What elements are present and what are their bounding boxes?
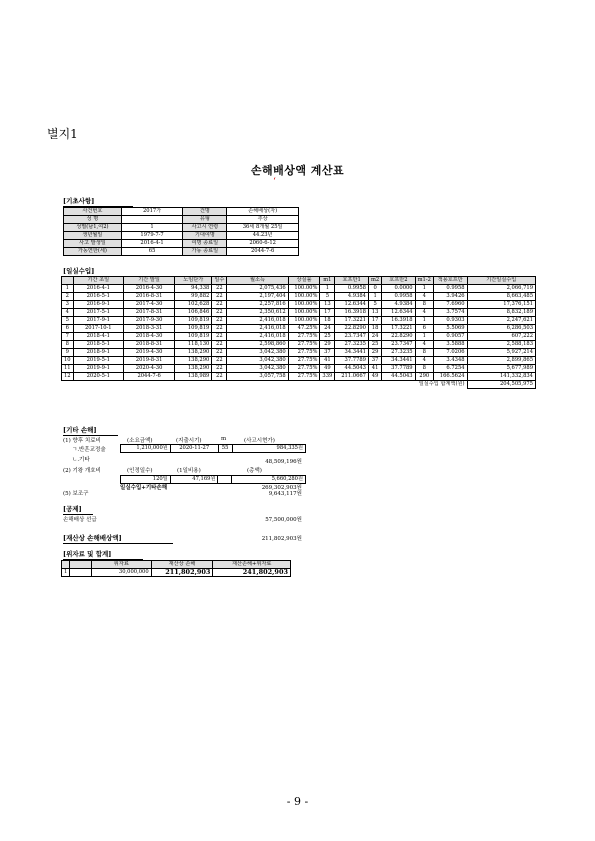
table-cell: 2018-9-1: [73, 349, 123, 357]
table-cell: 36세 8개월 25일: [227, 224, 299, 232]
table-row: [62, 317, 536, 325]
table-cell: 3: [62, 301, 74, 309]
table-cell: 4: [62, 309, 74, 317]
table-cell: 2017-5-1: [73, 309, 123, 317]
table-cell: 유형: [183, 216, 227, 224]
table-cell: 2018-3-31: [123, 325, 174, 333]
table-cell: 2017가: [121, 208, 183, 216]
table-cell: 41: [320, 357, 335, 365]
table-cell: 22: [212, 349, 227, 357]
col-cost-label: (소요금액): [127, 438, 153, 444]
table-cell: 27.75%: [288, 341, 320, 349]
table-cell: 7.0206: [433, 349, 467, 357]
table-cell: 2,588,183: [467, 341, 535, 349]
table-cell: 13: [320, 301, 335, 309]
table-cell: 37: [368, 357, 381, 365]
table-cell: 0.0000: [382, 285, 415, 293]
table-cell: 0.9958: [335, 285, 369, 293]
table-cell: 8: [62, 341, 74, 349]
table-cell: 44.5043: [335, 365, 369, 373]
table-cell: 2,075,436: [227, 285, 288, 293]
table-cell: 17: [320, 309, 335, 317]
table-cell: 22: [212, 301, 227, 309]
table-cell: 7: [62, 333, 74, 341]
subtotal-value: 269,302,903원: [261, 485, 302, 491]
table-cell: 2044-7-6: [123, 373, 174, 381]
lost-income-table: [61, 276, 536, 389]
property-damage-label: [재산상 손해배상액]: [63, 533, 173, 544]
table-cell: 2016-8-31: [123, 293, 174, 301]
table-cell: 18: [368, 325, 381, 333]
table-cell: 1: [415, 317, 433, 325]
table-cell: 11: [62, 365, 74, 373]
table-cell: 재산상 손해: [151, 561, 213, 569]
table-cell: 22: [212, 341, 227, 349]
table-header-cell: m2: [368, 277, 381, 285]
table-cell: 건명: [183, 208, 227, 216]
table-row: [64, 216, 299, 224]
table-cell: 22: [212, 309, 227, 317]
table-header-cell: [62, 277, 74, 285]
red-tick-mark: ‘: [273, 177, 276, 187]
table-cell: 8,663,485: [467, 293, 535, 301]
table-cell: 241,802,903: [213, 569, 291, 577]
table-cell: 3.5888: [433, 341, 467, 349]
table-cell: 22: [212, 365, 227, 373]
table-cell: 손해배상(자): [227, 208, 299, 216]
table-cell: 22: [212, 325, 227, 333]
attachment-label: 별지1: [47, 127, 78, 141]
table-cell: 1: [62, 285, 74, 293]
income-total-label: 일실수입 합계액(원): [418, 381, 465, 388]
col-daily-label: (1일비용): [177, 468, 201, 474]
table-cell: 8: [415, 301, 433, 309]
table-cell: 16.3918: [382, 317, 415, 325]
table-cell: [218, 476, 232, 484]
table-cell: 100.00%: [288, 301, 320, 309]
table-cell: 109,819: [175, 325, 212, 333]
table-cell: 17: [368, 317, 381, 325]
table-cell: 41: [368, 365, 381, 373]
other-label: ㄴ.기타: [72, 457, 90, 463]
table-cell: 8,832,189: [467, 309, 535, 317]
table-cell: 0: [368, 285, 381, 293]
table-header-cell: 노임단가: [175, 277, 212, 285]
section-basic-title: [기초사항]: [63, 196, 133, 207]
table-cell: 8: [415, 349, 433, 357]
table-cell: 0.9057: [433, 333, 467, 341]
table-header-cell: 기간 초일: [73, 277, 123, 285]
table-cell: 2017-9-1: [73, 317, 123, 325]
table-row: [121, 445, 306, 453]
table-header-cell: 일수: [212, 277, 227, 285]
table-cell: 2018-4-1: [73, 333, 123, 341]
table-total-row: [62, 381, 536, 389]
table-cell: 106,846: [175, 309, 212, 317]
table-header-row: [62, 277, 536, 285]
col-total-label: (총액): [247, 468, 262, 474]
table-cell: 2020-11-27: [170, 445, 218, 453]
table-cell: 1: [368, 293, 381, 301]
table-cell: 0.9303: [433, 317, 467, 325]
table-cell: 49: [320, 365, 335, 373]
table-cell: 138,290: [175, 365, 212, 373]
table-cell: 49: [368, 373, 381, 381]
table-cell: 138,989: [175, 373, 212, 381]
table-cell: 2018-5-1: [73, 341, 123, 349]
table-cell: 109,819: [175, 317, 212, 325]
table-cell: 1: [415, 285, 433, 293]
table-cell: 47,169원: [170, 476, 218, 484]
table-cell: 25: [368, 341, 381, 349]
table-cell: 27.75%: [288, 333, 320, 341]
table-cell: 3,057,758: [227, 373, 288, 381]
table-cell: 2018-8-31: [123, 341, 174, 349]
table-cell: 2060-6-12: [227, 240, 299, 248]
table-cell: 22: [212, 333, 227, 341]
table-cell: 34.3441: [335, 349, 369, 357]
table-cell: 성 명: [64, 216, 122, 224]
table-cell: 2016-4-30: [123, 285, 174, 293]
table-cell: 2,066,719: [467, 285, 535, 293]
table-cell: 10: [62, 357, 74, 365]
table-cell: 17.3221: [335, 317, 369, 325]
future-treatment-label: (1) 향후 치료비: [63, 438, 101, 444]
table-cell: 12: [62, 373, 74, 381]
table-cell: 가동 종료일: [183, 248, 227, 256]
table-cell: 100.00%: [288, 285, 320, 293]
table-cell: 24: [368, 333, 381, 341]
table-cell: 16.3918: [335, 309, 369, 317]
table-cell: 94,338: [175, 285, 212, 293]
col-present-value-label: (사고시현가): [244, 438, 275, 444]
table-header-cell: 호프만2: [382, 277, 415, 285]
table-header-cell: 상실률: [288, 277, 320, 285]
table-cell: 27.3235: [335, 341, 369, 349]
table-cell: 0.9958: [433, 285, 467, 293]
table-cell: 6,286,503: [467, 325, 535, 333]
table-cell: 607,222: [467, 333, 535, 341]
table-cell: 2020-5-1: [73, 373, 123, 381]
aids-value: 9,643,117원: [268, 491, 302, 497]
table-cell: 120일: [121, 476, 171, 484]
table-cell: 13: [368, 309, 381, 317]
table-cell: 65: [121, 248, 183, 256]
table-header-cell: m1: [320, 277, 335, 285]
section-income-title: [일실수입]: [63, 266, 123, 277]
table-cell: 2,350,612: [227, 309, 288, 317]
table-row: [64, 240, 299, 248]
table-cell: 34.3441: [382, 357, 415, 365]
table-cell: 2017-9-30: [123, 317, 174, 325]
table-cell: 여명 종료일: [183, 240, 227, 248]
table-cell: 6: [62, 325, 74, 333]
table-cell: 22: [212, 293, 227, 301]
table-cell: 100.00%: [288, 309, 320, 317]
table-cell: 18: [320, 317, 335, 325]
table-cell: 27.75%: [288, 365, 320, 373]
income-total-value: 204,505,975: [467, 381, 535, 389]
table-cell: 3,042,380: [227, 349, 288, 357]
table-cell: 30,000,000: [92, 569, 152, 577]
table-cell: 7.6960: [433, 301, 467, 309]
table-cell: 4: [415, 293, 433, 301]
table-cell: 27.3235: [382, 349, 415, 357]
table-cell: 29: [320, 341, 335, 349]
table-cell: 가동연한(세): [64, 248, 122, 256]
table-cell: 5: [368, 301, 381, 309]
table-cell: 102,628: [175, 301, 212, 309]
table-cell: 0.9958: [382, 293, 415, 301]
table-cell: 339: [320, 373, 335, 381]
table-cell: 3.4348: [433, 357, 467, 365]
table-cell: 2,416,018: [227, 325, 288, 333]
table-cell: 4.9384: [335, 293, 369, 301]
table-cell: 2018-4-30: [123, 333, 174, 341]
subtotal-label: 일실수입+기타손해: [120, 485, 168, 491]
col-days-label: (인정일수): [127, 468, 153, 474]
page-title: 손해배상액 계산표: [250, 164, 345, 177]
table-cell: 추상: [227, 216, 299, 224]
table-cell: 5,677,989: [467, 365, 535, 373]
table-cell: 2019-8-31: [123, 357, 174, 365]
table-cell: 1,210,000원: [121, 445, 171, 453]
section-final-title: [위자료 및 합계]: [63, 549, 143, 560]
table-cell: [70, 561, 92, 569]
col-timing-label: (지출시기): [176, 438, 202, 444]
table-cell: 5,660,280원: [232, 476, 306, 484]
table-cell: 2,247,621: [467, 317, 535, 325]
table-cell: 생년월일: [64, 232, 122, 240]
table-cell: 2017-4-30: [123, 301, 174, 309]
table-cell: 사건번호: [64, 208, 122, 216]
table-cell: 2017-10-1: [73, 325, 123, 333]
col-m-label: m: [221, 436, 227, 442]
table-row: [64, 208, 299, 216]
table-cell: 1: [320, 285, 335, 293]
table-row: [64, 232, 299, 240]
table-row: [62, 325, 536, 333]
table-cell: 1: [415, 333, 433, 341]
table-cell: 12.6344: [382, 309, 415, 317]
table-cell: 3.7574: [433, 309, 467, 317]
table-cell: 24: [320, 325, 335, 333]
table-cell: 5: [62, 317, 74, 325]
table-header-cell: 호프만1: [335, 277, 369, 285]
page-number: - 9 -: [286, 795, 309, 808]
table-row: [62, 301, 536, 309]
table-cell: 2,197,404: [227, 293, 288, 301]
table-cell: 25: [320, 333, 335, 341]
table-cell: 211,802,903: [151, 569, 213, 577]
treatment-sum-value: 48,509,196원: [265, 459, 302, 465]
table-cell: 5: [320, 293, 335, 301]
table-cell: 2016-5-1: [73, 293, 123, 301]
table-cell: 6.7254: [433, 365, 467, 373]
table-cell: 2017-8-31: [123, 309, 174, 317]
advance-payment-value: 57,500,000원: [265, 517, 302, 523]
table-cell: 2019-4-30: [123, 349, 174, 357]
table-cell: 109,819: [175, 333, 212, 341]
table-cell: 2,257,816: [227, 301, 288, 309]
table-cell: 17.3221: [382, 325, 415, 333]
table-cell: 2,899,865: [467, 357, 535, 365]
table-cell: 47.25%: [288, 325, 320, 333]
table-cell: 141,332,834: [467, 373, 535, 381]
table-cell: 27.75%: [288, 357, 320, 365]
basic-info-table: [63, 207, 299, 256]
table-cell: 4.9384: [382, 301, 415, 309]
table-cell: 2,598,860: [227, 341, 288, 349]
table-cell: 290: [415, 373, 433, 381]
table-cell: 위자료: [92, 561, 152, 569]
table-row: [62, 293, 536, 301]
scar-surgery-label: ㄱ.반흔교정술: [72, 447, 106, 453]
table-cell: 3,042,380: [227, 365, 288, 373]
table-row: [62, 285, 536, 293]
table-cell: 166.5624: [433, 373, 467, 381]
table-row: [62, 365, 536, 373]
table-cell: 4: [415, 341, 433, 349]
table-cell: 1: [121, 224, 183, 232]
table-cell: 100.00%: [288, 317, 320, 325]
table-cell: 2016-4-1: [121, 240, 183, 248]
table-cell: 8: [415, 365, 433, 373]
table-cell: 5.5069: [433, 325, 467, 333]
table-cell: 2019-5-1: [73, 357, 123, 365]
table-cell: 211.0667: [335, 373, 369, 381]
table-header-cell: 기간 말일: [123, 277, 174, 285]
table-cell: 사고시 연령: [183, 224, 227, 232]
table-row: [62, 309, 536, 317]
table-row: [62, 341, 536, 349]
table-cell: 6: [415, 325, 433, 333]
table-row: [62, 357, 536, 365]
table-header-cell: 월소득: [227, 277, 288, 285]
table-cell: 138,290: [175, 357, 212, 365]
treatment-table: [120, 444, 306, 453]
table-cell: 2019-9-1: [73, 365, 123, 373]
table-cell: 1: [62, 569, 70, 577]
table-cell: 3,042,380: [227, 357, 288, 365]
table-cell: 5,927,214: [467, 349, 535, 357]
table-cell: 사고 발생일: [64, 240, 122, 248]
table-cell: 44.23년: [227, 232, 299, 240]
table-cell: 2,416,018: [227, 333, 288, 341]
table-cell: 17,376,151: [467, 301, 535, 309]
table-row: [64, 224, 299, 232]
property-damage-value: 211,802,903원: [261, 536, 302, 542]
table-cell: 2020-4-30: [123, 365, 174, 373]
table-cell: 23.7347: [335, 333, 369, 341]
advance-payment-label: 손해배상 선급: [63, 517, 97, 523]
table-cell: 4: [415, 357, 433, 365]
table-cell: 12.6344: [335, 301, 369, 309]
table-cell: 22: [212, 317, 227, 325]
table-cell: 22: [212, 373, 227, 381]
table-cell: 27.75%: [288, 373, 320, 381]
table-header-cell: m1-2: [415, 277, 433, 285]
table-cell: [121, 216, 183, 224]
table-row: [62, 373, 536, 381]
table-header-cell: 적용호프만: [433, 277, 467, 285]
table-cell: 22: [212, 285, 227, 293]
table-row: [64, 248, 299, 256]
table-cell: [62, 561, 70, 569]
table-cell: 2044-7-6: [227, 248, 299, 256]
table-cell: 984,335원: [232, 445, 305, 453]
care-cost-label: (2) 기왕 개호비: [63, 468, 101, 474]
section-other-title: [기타 손해]: [63, 425, 118, 436]
table-cell: 37.7789: [382, 365, 415, 373]
table-cell: 99,882: [175, 293, 212, 301]
table-cell: 37.7789: [335, 357, 369, 365]
table-row: [62, 569, 291, 577]
table-cell: 100.00%: [288, 293, 320, 301]
table-cell: [70, 569, 92, 577]
table-cell: 1979-7-7: [121, 232, 183, 240]
table-cell: 기대여명: [183, 232, 227, 240]
table-cell: 22.8290: [382, 333, 415, 341]
final-table: [61, 560, 291, 577]
table-cell: 2,416,018: [227, 317, 288, 325]
table-cell: 4: [415, 309, 433, 317]
table-cell: 2: [62, 293, 74, 301]
table-cell: 재산손해+위자료: [213, 561, 291, 569]
table-cell: 138,290: [175, 349, 212, 357]
table-cell: 2016-4-1: [73, 285, 123, 293]
table-cell: 성별(남1,여2): [64, 224, 122, 232]
table-cell: 2016-9-1: [73, 301, 123, 309]
section-deduction-title: [공제]: [63, 504, 93, 515]
table-cell: 22: [212, 357, 227, 365]
table-cell: 118,130: [175, 341, 212, 349]
table-cell: 3.9426: [433, 293, 467, 301]
table-cell: 44.5043: [382, 373, 415, 381]
table-cell: 22.8290: [335, 325, 369, 333]
table-cell: 55: [218, 445, 232, 453]
aids-label: (5) 보조구: [63, 491, 89, 497]
table-row: [62, 349, 536, 357]
table-cell: 9: [62, 349, 74, 357]
table-cell: 27.75%: [288, 349, 320, 357]
table-row: [62, 333, 536, 341]
table-cell: 23.7347: [382, 341, 415, 349]
table-cell: 37: [320, 349, 335, 357]
table-header-cell: 기간일실수입: [467, 277, 535, 285]
table-cell: 29: [368, 349, 381, 357]
table-header-row: [62, 561, 291, 569]
